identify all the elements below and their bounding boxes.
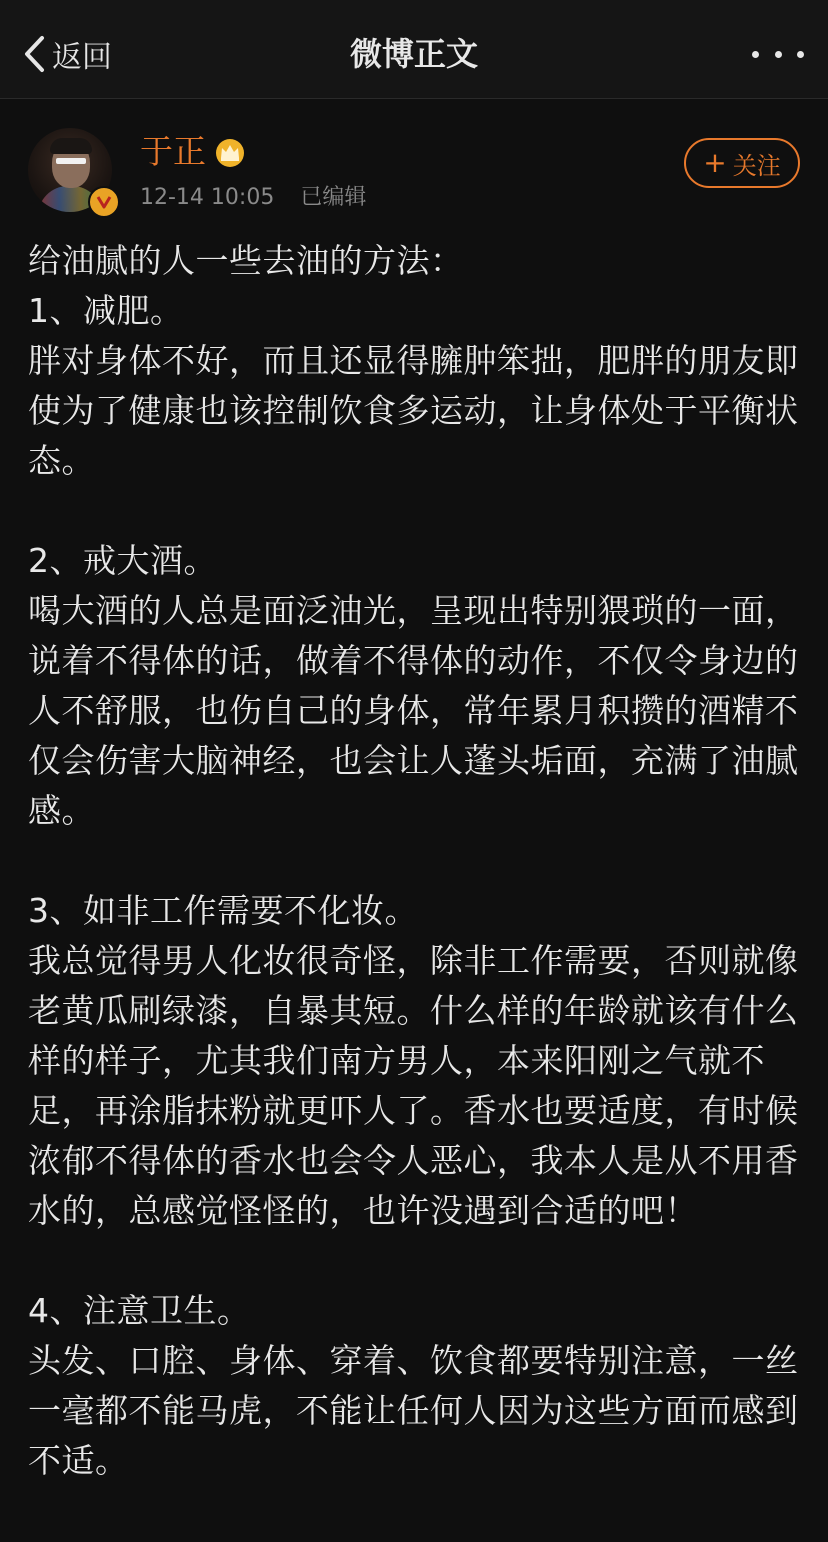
author-name[interactable]: 于正 [140,132,206,171]
page-title: 微博正文 [349,35,478,73]
post-line: 胖对身体不好，而且还显得臃肿笨拙，肥胖的朋友即使为了健康也该控制饮食多运动，让身体处于平衡状态。 [28,341,799,480]
back-label: 返回 [52,40,112,75]
dot [797,51,804,58]
post-body [28,236,800,1486]
post-line: 头发、口腔、身体、穿着、饮食都要特别注意，一丝一毫都不能马虎，不能让任何人因为这些方面而感到不适。 [28,1341,799,1480]
post-line: 1、减肥。 [28,291,184,330]
dot [775,51,782,58]
crown-icon[interactable] [214,138,246,168]
verified-v-icon [88,186,120,218]
nav-bar [0,0,828,99]
post-line: 2、戒大酒。 [28,541,217,580]
avatar-glasses [56,158,86,164]
post-line: 4、注意卫生。 [28,1291,251,1330]
paragraph-gap [28,836,800,886]
post-line: 3、如非工作需要不化妆。 [28,891,418,930]
follow-button[interactable] [684,138,800,188]
post-line: 喝大酒的人总是面泛油光，呈现出特别猥琐的一面，说着不得体的话，做着不得体的动作，不仅令身边的人不舒服，也伤自己的身体，常年累月积攒的酒精不仅会伤害大脑神经，也会让人蓬头垢面，充满了油腻感。 [28,591,799,830]
paragraph-gap [28,486,800,536]
edited-label[interactable]: 已编辑 [300,185,367,210]
post-meta [140,182,366,214]
dot [752,51,759,58]
follow-label: 关注 [732,151,781,180]
paragraph-gap [28,1236,800,1286]
avatar-hair [50,138,92,154]
plus-icon: + [703,146,727,179]
more-dots-icon[interactable] [752,38,804,70]
author-header [28,128,800,218]
post-time: 12-14 10:05 [140,185,275,210]
post-line: 给油腻的人一些去油的方法： [28,241,464,280]
post-line: 我总觉得男人化妆很奇怪，除非工作需要，否则就像老黄瓜刷绿漆，自暴其短。什么样的年龄就该有什么样的样子，尤其我们南方男人，本来阳刚之气就不足，再涂脂抹粉就更吓人了。香水也要适度，有时候浓郁不得体的香水也会令人恶心，我本人是从不用香水的，总感觉怪怪的，也许没遇到合适的吧！ [28,941,799,1230]
